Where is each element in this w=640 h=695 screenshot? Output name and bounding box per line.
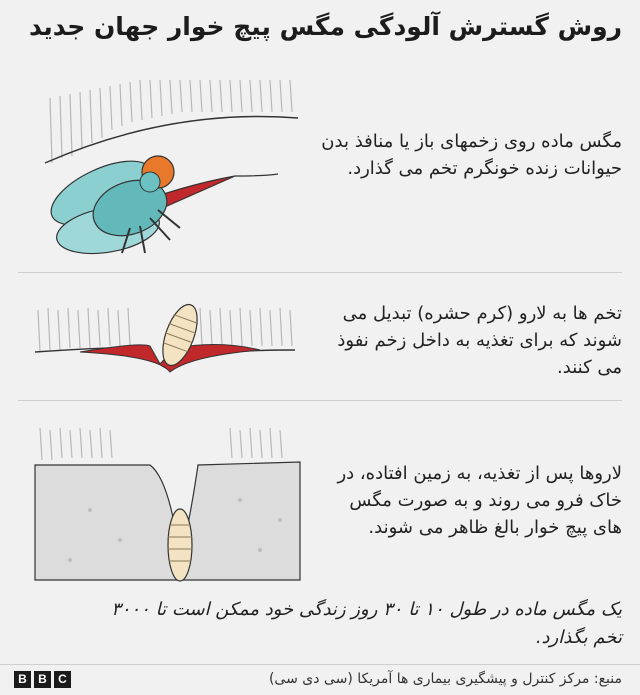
source-text: منبع: مرکز کنترل و پیشگیری بیماری ها آمریکا (سی دی سی) — [268, 671, 622, 687]
fly-laying-eggs-illustration — [30, 68, 300, 268]
larva-in-wound-illustration — [30, 290, 300, 390]
step-3-text: لاروها پس از تغذیه، به زمین افتاده، در خاک فرو می روند و به صورت مگس های پیچ خوار بالغ ظاهر می شوند. — [337, 463, 622, 538]
divider — [18, 400, 622, 401]
divider — [18, 272, 622, 273]
step-1-text: مگس ماده روی زخمهای باز یا منافذ بدن حیوانات زنده خونگرم تخم می گذارد. — [321, 131, 622, 179]
footer — [0, 664, 640, 695]
page-title: روش گسترش آلودگی مگس پیچ خوار جهان جدید — [28, 12, 622, 41]
step-2-text: تخم ها به لارو (کرم حشره) تبدیل می شوند که برای تغذیه به داخل زخم نفوذ می کنند. — [337, 303, 622, 378]
bbc-logo: B B C — [14, 671, 71, 688]
egg-count-note: یک مگس ماده در طول ۱۰ تا ۳۰ روز زندگی خود ممکن است تا ۳۰۰۰ تخم بگذارد. — [111, 599, 622, 648]
larva-in-soil-illustration — [30, 420, 320, 590]
